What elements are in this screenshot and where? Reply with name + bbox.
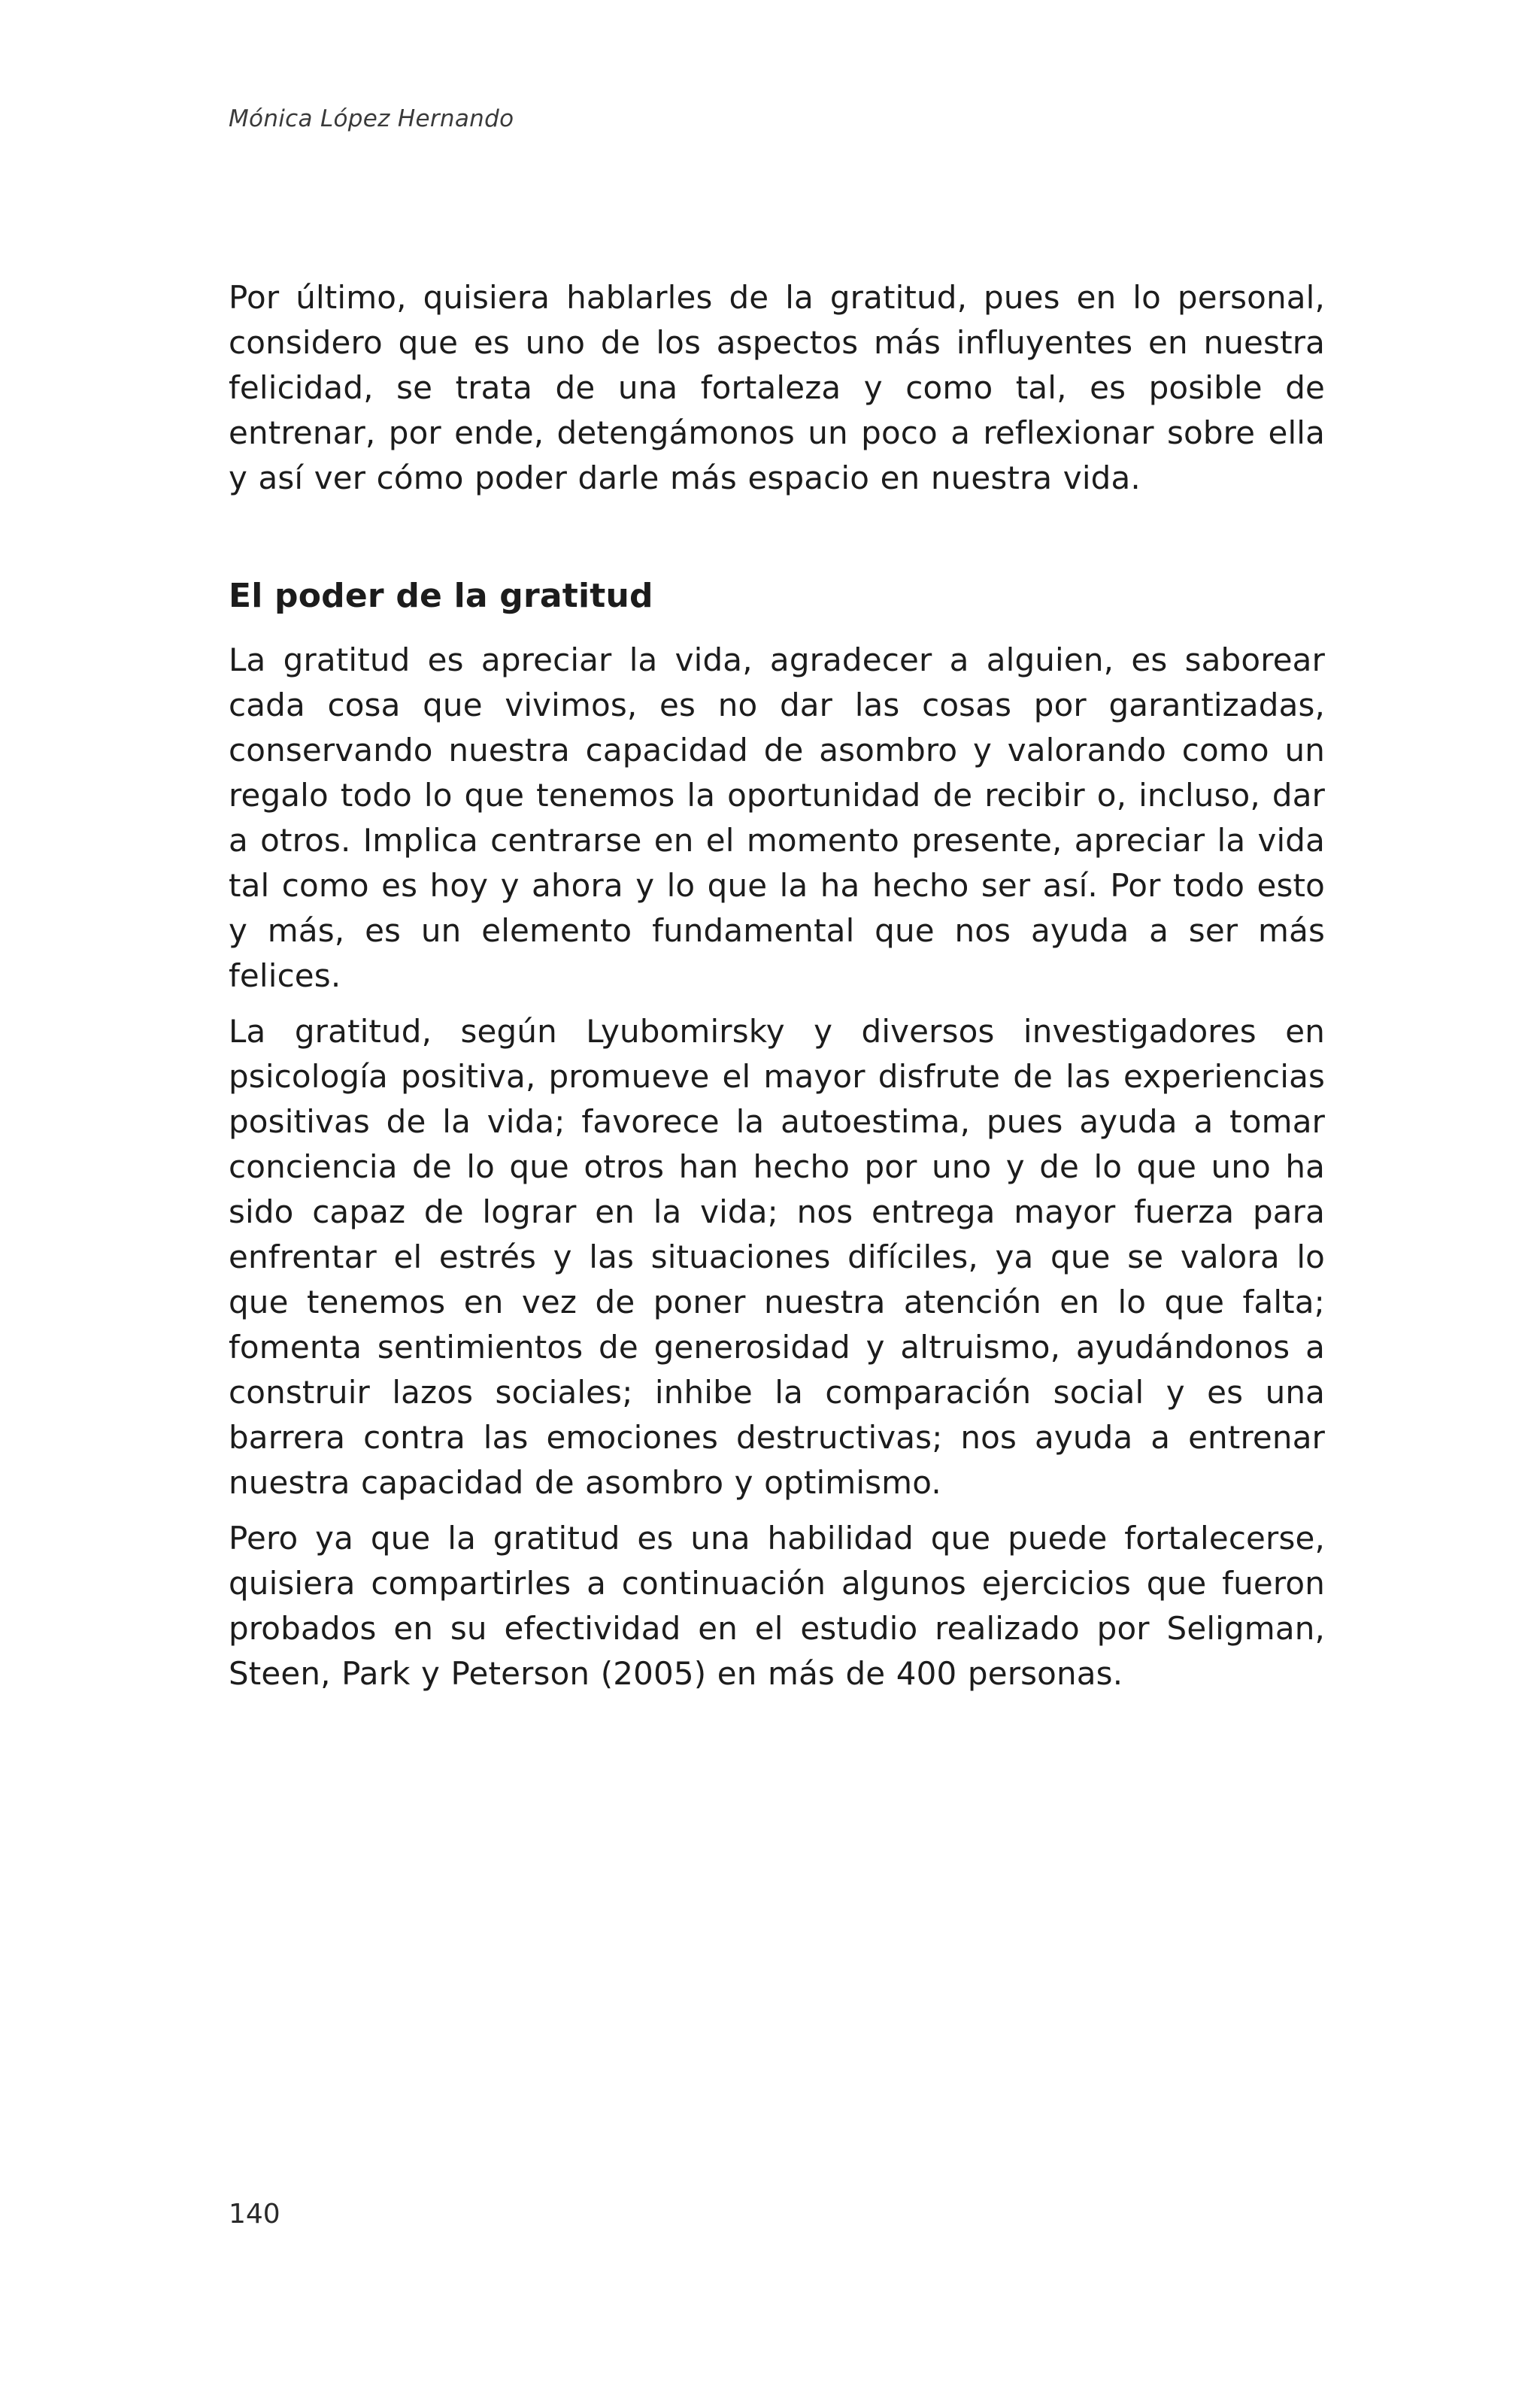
body-paragraph-1: La gratitud es apreciar la vida, agradecer a alguien, es saborear cada cosa que vivimos, es no dar las cosas por garantizadas, conservando nuestra capacidad de asombro y valorando como un regalo todo lo que tenemos la oportunidad de recibir o, incluso, dar a otros. Implica centrarse en el momento presente, apreciar la vida tal como es hoy y ahora y lo que la ha hecho ser así. Por todo esto y más, es un elemento fundamental que nos ayuda a ser más felices. (229, 641, 1325, 994)
running-header-author: Mónica López Hernando (229, 105, 514, 132)
intro-paragraph: Por último, quisiera hablarles de la gratitud, pues en lo personal, considero que es uno de los aspectos más influyentes en nuestra felicidad, se trata de una fortaleza y como tal, es posible de entrenar, por ende, detengámonos un poco a reflexionar sobre ella y así ver cómo poder darle más espacio en nuestra vida. (229, 279, 1325, 496)
page-body (229, 275, 1325, 1696)
page-number: 140 (229, 2199, 280, 2230)
body-paragraph-3: Pero ya que la gratitud es una habilidad que puede fortalecerse, quisiera compartirles a continuación algunos ejercicios que fueron probados en su efectividad en el estudio realizado por Seligman, Steen, Park y Peterson (2005) en más de 400 personas. (229, 1520, 1325, 1692)
section-title: El poder de la gratitud (229, 577, 653, 615)
body-paragraph-2: La gratitud, según Lyubomirsky y diversos investigadores en psicología positiva, promueve el mayor disfrute de las experiencias positivas de la vida; favorece la autoestima, pues ayuda a tomar conciencia de lo que otros han hecho por uno y de lo que uno ha sido capaz de lograr en la vida; nos entrega mayor fuerza para enfrentar el estrés y las situaciones difíciles, ya que se valora lo que tenemos en vez de poner nuestra atención en lo que falta; fomenta sentimientos de generosidad y altruismo, ayudándonos a construir lazos sociales; inhibe la comparación social y es una barrera contra las emociones destructivas; nos ayuda a entrenar nuestra capacidad de asombro y optimismo. (229, 1013, 1325, 1501)
